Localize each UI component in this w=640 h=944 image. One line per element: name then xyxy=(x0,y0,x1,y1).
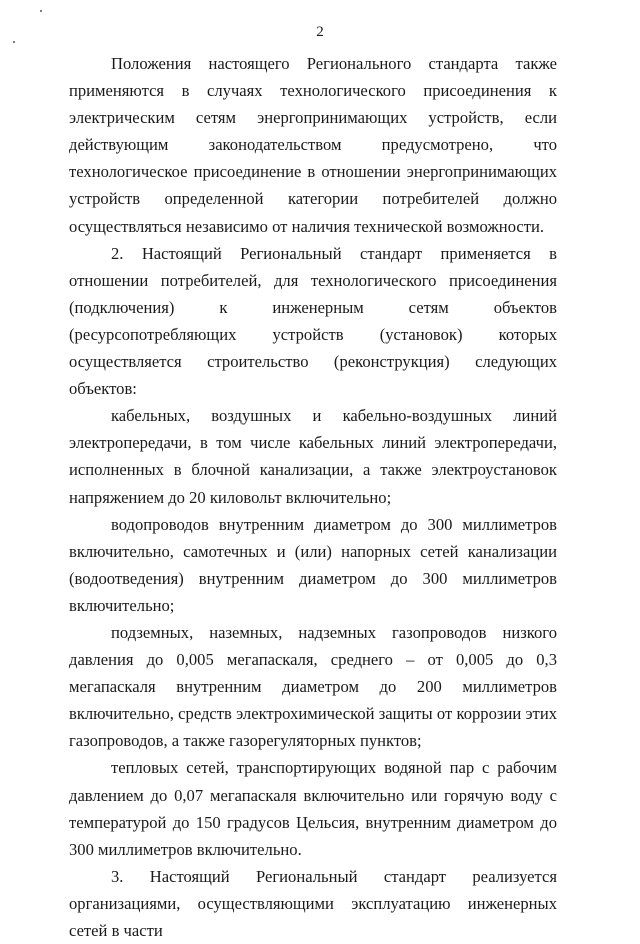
paragraph-power-lines: кабельных, воздушных и кабельно-воздушных линий электропередачи, в том числе кабельных линий электропередачи, исполненных в блочной канализации, а также электроустановок напряжением до 20 киловольт включительно; xyxy=(69,406,557,507)
page-number: 2 xyxy=(316,24,324,40)
scan-artifact-dot xyxy=(40,10,42,12)
paragraph-gas-pipes: подземных, наземных, надземных газопроводов низкого давления до 0,005 мегапаскаля, среднего – от 0,005 до 0,3 мегапаскаля внутренним диаметром до 200 миллиметров включительно, средств электрохимической защиты от коррозии этих газопроводов, а также газорегуляторных пунктов; xyxy=(69,622,557,751)
document-body xyxy=(69,50,557,944)
paragraph-item-2: 2. Настоящий Региональный стандарт применяется в отношении потребителей, для технологического присоединения (подключения) к инженерным сетям объектов (ресурсопотребляющих устройств (установок) которых осуществляется строительство (реконструкция) следующих объектов: xyxy=(69,243,557,399)
paragraph-water-pipes: водопроводов внутренним диаметром до 300 миллиметров включительно, самотечных и (или) напорных сетей канализации (водоотведения) внутренним диаметром до 300 миллиметров включительно; xyxy=(69,514,557,615)
paragraph-heat-networks: тепловых сетей, транспортирующих водяной пар с рабочим давлением до 0,07 мегапаскаля включительно или горячую воду с температурой до 150 градусов Цельсия, внутренним диаметром до 300 миллиметров включительно. xyxy=(69,758,557,859)
paragraph-scope-note: Положения настоящего Регионального стандарта также применяются в случаях технологического присоединения к электрическим сетям энергопринимающих устройств, если действующим законодательством предусмотрено, что технологическое присоединение в отношении энергопринимающих устройств определенной категории потребителей должно осуществляться независимо от наличия технической возможности. xyxy=(69,54,557,236)
scan-artifact-dot xyxy=(13,41,15,43)
paragraph-item-3: 3. Настоящий Региональный стандарт реализуется организациями, осуществляющими эксплуатацию инженерных сетей в части xyxy=(69,866,557,940)
